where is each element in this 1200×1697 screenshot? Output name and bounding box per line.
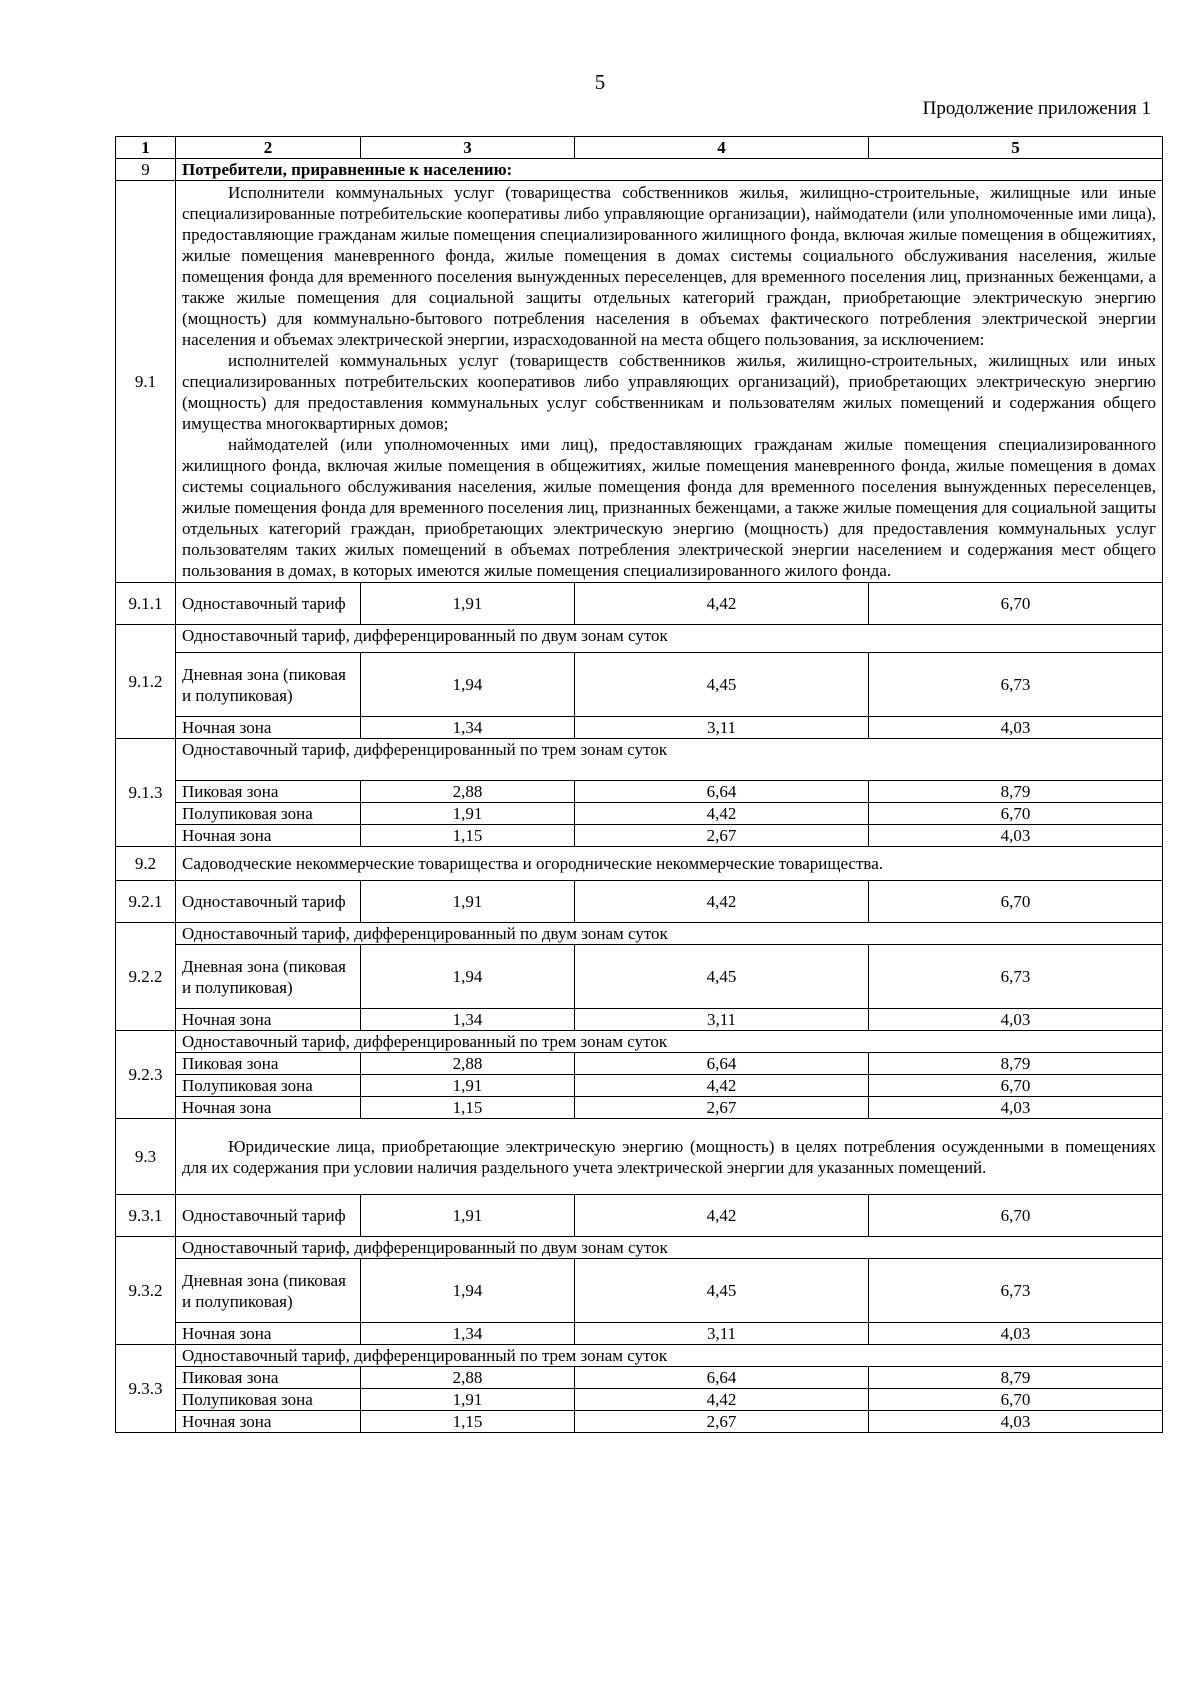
value-col-4: 4,45 (575, 945, 869, 1009)
header-col-4: 4 (575, 137, 869, 159)
table-row (116, 1119, 1163, 1195)
tariff-label: Одноставочный тариф (176, 881, 361, 923)
tariff-label: Ночная зона (176, 1411, 361, 1433)
table-row (116, 1031, 1163, 1053)
value-col-5: 6,70 (869, 583, 1163, 625)
value-col-3: 1,91 (361, 1075, 575, 1097)
value-col-3: 1,94 (361, 945, 575, 1009)
value-col-5: 6,70 (869, 1075, 1163, 1097)
table-row (116, 1323, 1163, 1345)
value-col-4: 2,67 (575, 1411, 869, 1433)
value-col-5: 6,70 (869, 1195, 1163, 1237)
table-row (116, 1367, 1163, 1389)
description-paragraph: наймодателей (или уполномоченных ими лиц), предоставляющих гражданам жилые помещения специализированного жилищного фонда, включая жилые помещения в общежитиях, жилые помещения маневренного фонда, жилые помещения в домах системы социального обслуживания населения, жилые помещения фонда для временного поселения вынужденных переселенцев, жилые помещения фонда для временного поселения лиц, признанных беженцами, а также жилые помещения для социальной защиты отдельных категорий граждан, приобретающих электрическую энергию (мощность) для предоставления коммунальных услуг пользователям таких жилых помещений в объемах потребления электрической энергии населением и содержания мест общего пользования в домах, в которых имеются жилые помещения специализированного жилого фонда. (182, 435, 1156, 580)
value-col-5: 8,79 (869, 781, 1163, 803)
subsection-title: Одноставочный тариф, дифференцированный по трем зонам суток (176, 1345, 1163, 1367)
header-col-3: 3 (361, 137, 575, 159)
value-col-3: 2,88 (361, 1367, 575, 1389)
tariff-label: Ночная зона (176, 1097, 361, 1119)
value-col-3: 1,94 (361, 1259, 575, 1323)
value-col-4: 4,42 (575, 803, 869, 825)
table-row (116, 739, 1163, 781)
table-row (116, 803, 1163, 825)
tariff-label: Пиковая зона (176, 1367, 361, 1389)
value-col-5: 6,73 (869, 1259, 1163, 1323)
continuation-note: Продолжение приложения 1 (922, 98, 1151, 119)
value-col-5: 8,79 (869, 1367, 1163, 1389)
section-title: Потребители, приравненные к населению: (176, 159, 1163, 181)
row-description: Садоводческие некоммерческие товарищества и огороднические некоммерческие товарищества. (176, 847, 1163, 881)
tariff-label: Ночная зона (176, 1323, 361, 1345)
tariff-label: Одноставочный тариф (176, 1195, 361, 1237)
table-row (116, 1009, 1163, 1031)
row-number: 9.2.2 (116, 923, 176, 1031)
table-row (116, 1237, 1163, 1259)
value-col-4: 3,11 (575, 1009, 869, 1031)
table-row (116, 945, 1163, 1009)
subsection-title: Одноставочный тариф, дифференцированный по трем зонам суток (176, 739, 1163, 781)
value-col-4: 3,11 (575, 717, 869, 739)
value-col-4: 4,45 (575, 653, 869, 717)
description-paragraph: исполнителей коммунальных услуг (товариществ собственников жилья, жилищно-строительных, жилищных или иных специализированных потребительских кооперативов либо управляющих организаций), приобретающих электрическую энергию (мощность) для предоставления коммунальных услуг собственникам и пользователям жилых помещений и содержания общего имущества многоквартирных домов; (182, 351, 1156, 433)
value-col-5: 4,03 (869, 825, 1163, 847)
table-row (116, 781, 1163, 803)
table-row (116, 1411, 1163, 1433)
row-number: 9.1.1 (116, 583, 176, 625)
tariff-label: Дневная зона (пиковая и полупиковая) (176, 1259, 361, 1323)
value-col-3: 2,88 (361, 1053, 575, 1075)
table-row (116, 1259, 1163, 1323)
tariff-label: Полупиковая зона (176, 803, 361, 825)
value-col-4: 4,42 (575, 1389, 869, 1411)
table-row (116, 1075, 1163, 1097)
value-col-5: 4,03 (869, 1009, 1163, 1031)
header-col-1: 1 (116, 137, 176, 159)
value-col-3: 1,34 (361, 717, 575, 739)
table-row (116, 625, 1163, 653)
value-col-4: 6,64 (575, 1367, 869, 1389)
table-row (116, 1389, 1163, 1411)
value-col-3: 1,91 (361, 1389, 575, 1411)
table-row (116, 181, 1163, 583)
table-row (116, 1345, 1163, 1367)
tariff-label: Пиковая зона (176, 1053, 361, 1075)
table-row (116, 923, 1163, 945)
value-col-5: 6,70 (869, 803, 1163, 825)
value-col-3: 1,91 (361, 583, 575, 625)
value-col-3: 1,91 (361, 881, 575, 923)
value-col-5: 4,03 (869, 717, 1163, 739)
tariff-label: Ночная зона (176, 825, 361, 847)
value-col-5: 4,03 (869, 1097, 1163, 1119)
row-description: Юридические лица, приобретающие электрическую энергию (мощность) в целях потребления осужденными в помещениях для их содержания при условии наличия раздельного учета электрической энергии для указанных помещений. (176, 1119, 1163, 1195)
tariff-label: Полупиковая зона (176, 1389, 361, 1411)
value-col-4: 6,64 (575, 1053, 869, 1075)
value-col-5: 8,79 (869, 1053, 1163, 1075)
value-col-4: 4,45 (575, 1259, 869, 1323)
table-row (116, 847, 1163, 881)
value-col-3: 1,94 (361, 653, 575, 717)
table-row (116, 583, 1163, 625)
row-number: 9.2.1 (116, 881, 176, 923)
tariff-label: Одноставочный тариф (176, 583, 361, 625)
value-col-5: 4,03 (869, 1411, 1163, 1433)
tariff-table (115, 136, 1163, 1433)
table-row (116, 717, 1163, 739)
row-number: 9 (116, 159, 176, 181)
row-number: 9.1.3 (116, 739, 176, 847)
tariff-label: Ночная зона (176, 717, 361, 739)
table-row (116, 1053, 1163, 1075)
header-col-5: 5 (869, 137, 1163, 159)
value-col-3: 1,15 (361, 825, 575, 847)
table-row (116, 881, 1163, 923)
subsection-title: Одноставочный тариф, дифференцированный по двум зонам суток (176, 625, 1163, 653)
table-row (116, 653, 1163, 717)
value-col-4: 4,42 (575, 583, 869, 625)
value-col-4: 2,67 (575, 825, 869, 847)
table-row (116, 825, 1163, 847)
subsection-title: Одноставочный тариф, дифференцированный по трем зонам суток (176, 1031, 1163, 1053)
value-col-3: 1,15 (361, 1411, 575, 1433)
header-col-2: 2 (176, 137, 361, 159)
value-col-3: 1,91 (361, 803, 575, 825)
value-col-4: 2,67 (575, 1097, 869, 1119)
value-col-3: 2,88 (361, 781, 575, 803)
tariff-label: Дневная зона (пиковая и полупиковая) (176, 945, 361, 1009)
row-number: 9.3.3 (116, 1345, 176, 1433)
row-description (176, 181, 1163, 583)
value-col-4: 4,42 (575, 1195, 869, 1237)
value-col-3: 1,34 (361, 1323, 575, 1345)
table-row (116, 1097, 1163, 1119)
description-paragraph: Исполнители коммунальных услуг (товарищества собственников жилья, жилищно-строительные, жилищные или иные специализированные потребительские кооперативы либо управляющие организации), наймодатели (или уполномоченные ими лица), предоставляющие гражданам жилые помещения специализированного жилищного фонда, включая жилые помещения в общежитиях, жилые помещения маневренного фонда, жилые помещения в домах системы социального обслуживания населения, жилые помещения фонда для временного поселения вынужденных переселенцев, для временного поселения лиц, признанных беженцами, а также жилые помещения для социальной защиты отдельных категорий граждан, приобретающие электрическую энергию (мощность) для коммунально-бытового потребления населения в объемах фактического потребления электрической энергии населения и объемах электрической энергии, израсходованной на места общего пользования, за исключением: (182, 183, 1156, 349)
value-col-5: 6,70 (869, 881, 1163, 923)
row-number: 9.2.3 (116, 1031, 176, 1119)
row-number: 9.3 (116, 1119, 176, 1195)
value-col-4: 3,11 (575, 1323, 869, 1345)
value-col-5: 6,73 (869, 653, 1163, 717)
value-col-5: 6,73 (869, 945, 1163, 1009)
value-col-4: 6,64 (575, 781, 869, 803)
subsection-title: Одноставочный тариф, дифференцированный по двум зонам суток (176, 923, 1163, 945)
value-col-5: 4,03 (869, 1323, 1163, 1345)
row-number: 9.1 (116, 181, 176, 583)
value-col-5: 6,70 (869, 1389, 1163, 1411)
row-number: 9.2 (116, 847, 176, 881)
value-col-3: 1,15 (361, 1097, 575, 1119)
header-row (116, 137, 1163, 159)
row-number: 9.3.2 (116, 1237, 176, 1345)
page-number: 5 (594, 70, 606, 94)
row-number: 9.1.2 (116, 625, 176, 739)
tariff-label: Пиковая зона (176, 781, 361, 803)
value-col-4: 4,42 (575, 1075, 869, 1097)
value-col-3: 1,91 (361, 1195, 575, 1237)
section-row (116, 159, 1163, 181)
table-row (116, 1195, 1163, 1237)
tariff-label: Ночная зона (176, 1009, 361, 1031)
subsection-title: Одноставочный тариф, дифференцированный по двум зонам суток (176, 1237, 1163, 1259)
value-col-4: 4,42 (575, 881, 869, 923)
tariff-label: Полупиковая зона (176, 1075, 361, 1097)
value-col-3: 1,34 (361, 1009, 575, 1031)
tariff-label: Дневная зона (пиковая и полупиковая) (176, 653, 361, 717)
row-number: 9.3.1 (116, 1195, 176, 1237)
